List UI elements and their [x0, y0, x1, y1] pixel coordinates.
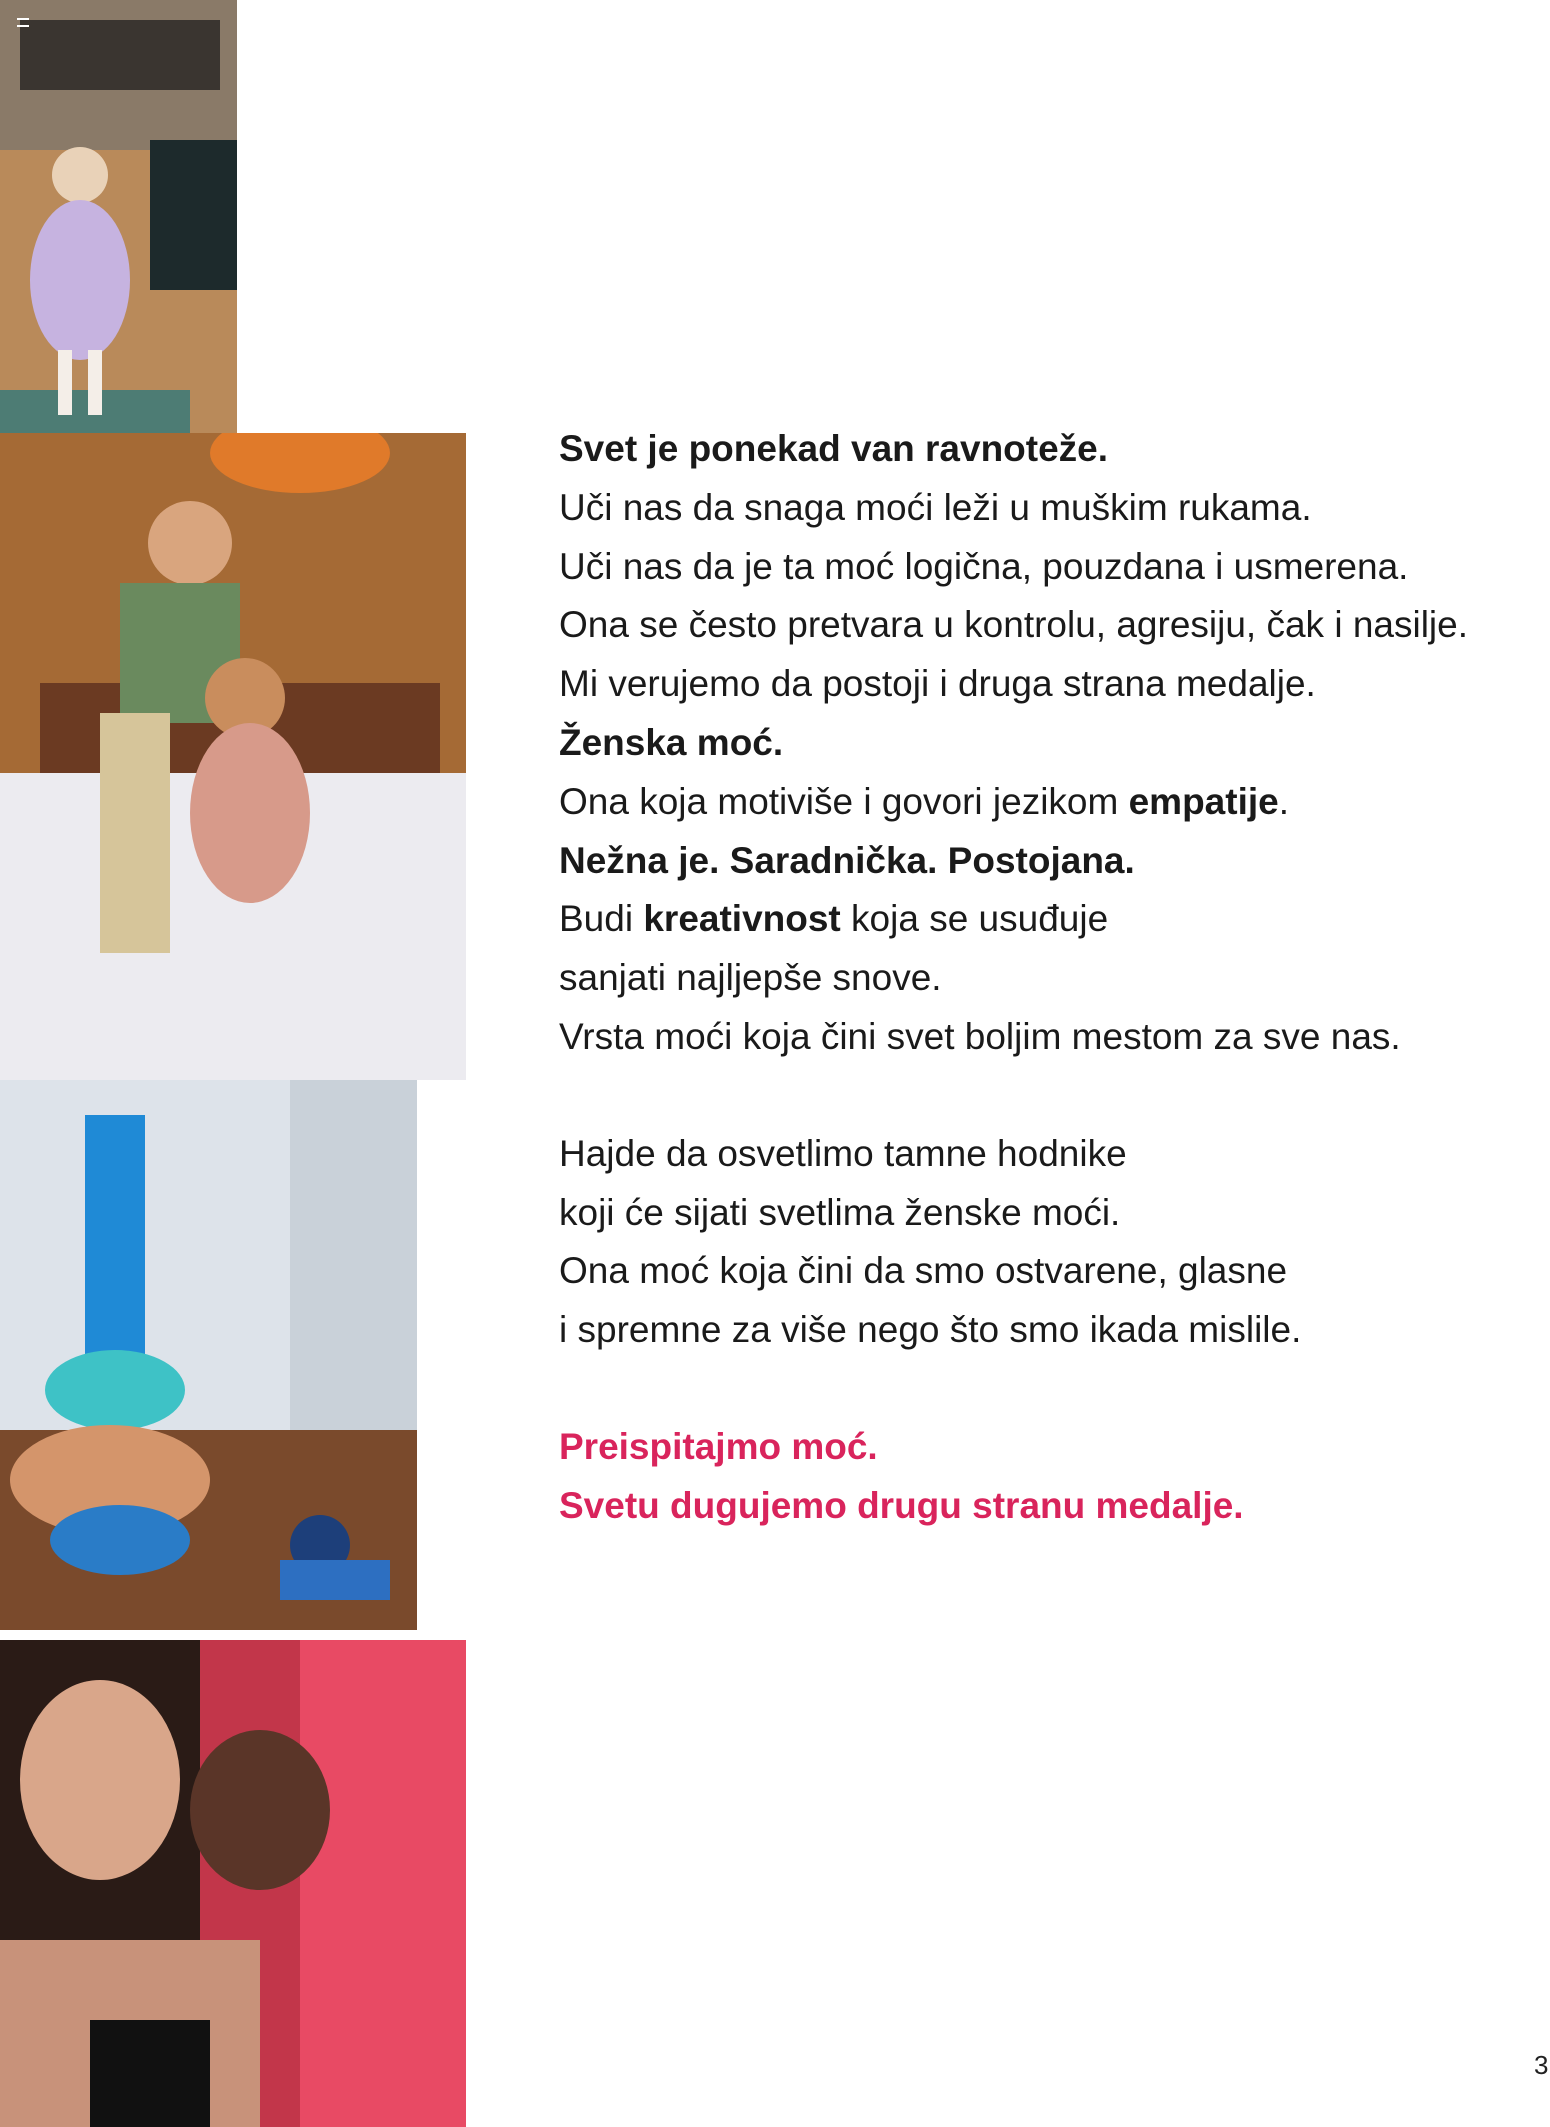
page-number: 3 — [1534, 2050, 1549, 2080]
poem-line: Uči nas da snaga moći leži u muškim rukama. — [559, 486, 1312, 528]
poem-line: Ona moć koja čini da smo ostvarene, glasne — [559, 1250, 1288, 1292]
poem-line: Vrsta moći koja čini svet boljim mestom za sve nas. — [559, 1015, 1401, 1057]
stanza-gap — [559, 1067, 1519, 1125]
poem-line: sanjati najljepše snove. — [559, 957, 942, 999]
poem-line: Ona se često pretvara u kontrolu, agresiju, čak i nasilje. — [559, 604, 1469, 646]
girl-ballet-photo — [0, 0, 237, 478]
poem-line-heading: Svet je ponekad van ravnoteže. — [559, 428, 1109, 469]
poem-line-bold: Nežna je. Saradnička. Postojana. — [559, 839, 1135, 881]
poem-text: Ona koja motiviše i govori jezikom — [559, 780, 1129, 822]
poem-text-block — [559, 420, 1519, 1536]
poem-text: koja se usuđuje — [840, 898, 1109, 940]
poem-line: Hajde da osvetlimo tamne hodnike — [559, 1132, 1127, 1174]
poem-text: Budi — [559, 898, 644, 940]
headstand-yoga-photo — [0, 1080, 417, 1630]
poem-line-creativity — [559, 890, 1519, 949]
poem-line-empathy — [559, 773, 1519, 832]
poem-text: . — [1278, 780, 1290, 822]
two-friends-smiling-photo — [0, 1640, 466, 2127]
call-to-action-line: Svetu dugujemo drugu stranu medalje. — [559, 1484, 1244, 1526]
poem-emphasis: empatije — [1128, 780, 1279, 822]
stanza-gap — [559, 1360, 1519, 1418]
father-daughter-bed-photo — [0, 433, 466, 1080]
call-to-action-line: Preispitajmo moć. — [559, 1425, 878, 1467]
poem-line: i spremne za više nego što smo ikada mislile. — [559, 1309, 1302, 1351]
poem-line: Mi verujemo da postoji i druga strana medalje. — [559, 663, 1316, 705]
poem-line: koji će sijati svetlima ženske moći. — [559, 1191, 1121, 1233]
poem-line: Uči nas da je ta moć logična, pouzdana i usmerena. — [559, 545, 1409, 587]
poem-emphasis: kreativnost — [643, 898, 841, 940]
menu-icon — [17, 18, 29, 27]
poem-line-bold: Ženska moć. — [559, 721, 784, 763]
